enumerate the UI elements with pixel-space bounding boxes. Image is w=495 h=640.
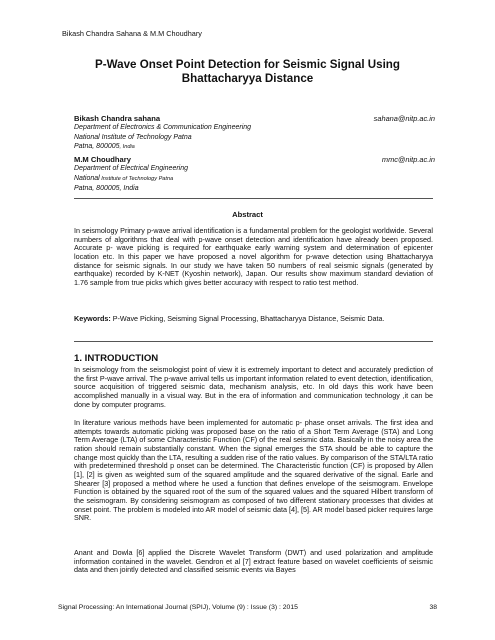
author-email[interactable]: sahana@nitp.ac.in bbox=[373, 114, 435, 123]
author-department: Department of Electronics & Communication Engineering bbox=[74, 124, 252, 132]
institute-main: National bbox=[74, 174, 100, 182]
keywords-label: Keywords: bbox=[74, 314, 111, 323]
title-line-1: P-Wave Onset Point Detection for Seismic Signal Using bbox=[95, 58, 400, 71]
author-institute bbox=[74, 174, 435, 184]
title-line-2: Bhattacharyya Distance bbox=[181, 72, 314, 85]
page-footer bbox=[58, 604, 437, 611]
keywords bbox=[74, 315, 433, 324]
author-name: M.M Choudhary bbox=[74, 155, 131, 164]
author-block-1 bbox=[74, 114, 435, 153]
author-name: Bikash Chandra sahana bbox=[74, 114, 161, 123]
author-institute: National Institute of Technology Patna bbox=[74, 133, 192, 141]
author-address bbox=[74, 142, 435, 152]
intro-paragraph-2: In literature various methods have been implemented for automatic p- phase onset arrivals. The first idea and attempts towards automatic picking was proposed base on the ratio of a Short Term Average (STA) and Long Term Average (LTA) of some Characteristic Function (CF) of the real seismic data. Basically in the noisy area the ration should remain substantially constant. When the signal emerges the STA should be able to capture the change most quickly than the LTA, resulting a sudden rise of the ratio values. By comparison of the STA/LTA ratio with predetermined threshold p onset can be determined. The Characteristic function (CF) is proposed by Allen [1], [2] is given as weighted sum of the squared amplitude and the squared derivative of the signal. Earle and Shearer [3] proposed a method where he used a function that defines envelope of the seismogram. Envelope Function is obtained by the squared root of the sum of the squared values and the squared Hilbert transform of the seismogram. By considering seismogram as composed of two different stationary processes that divides at onset point. The problem is modeled into AR model of seismic data [4], [5]. AR model based picker requires large SNR. bbox=[74, 418, 433, 523]
divider-bottom bbox=[74, 341, 433, 342]
section-heading: 1. INTRODUCTION bbox=[74, 353, 159, 364]
address-main: Patna, 800005 bbox=[74, 143, 120, 151]
paper-title bbox=[60, 58, 435, 86]
abstract-text: In seismology Primary p-wave arrival identification is a fundamental problem for the geologist worldwide. Several numbers of algorithms that deal with p-wave onset detection and identification have already been proposed. Accurate p- wave picking is required for earthquake early warning system and determination of epicenter location etc. In this paper we have proposed a novel algorithm for p-wave detection using Bhattacharyya distance for seismic signals. In our study we have taken 50 numbers of real seismic signals (generated by earthquake) recorded by K-NET (Kyoshin network), Japan. Our results show maximum standard deviation of 1.76 sample from true picks which gives better accuracy with respect to ratio test method. bbox=[74, 226, 433, 287]
abstract-heading: Abstract bbox=[232, 210, 263, 219]
intro-paragraph-1: In seismology from the seismologist point of view it is extremely important to detect and accurately prediction of the first P-wave arrival. The p-wave arrival tells us important information related to event detection, identification, source acquisition of triggered seismic data, mechanism analysis, etc. In old days this work have been accomplished manually in a visual way. But in the era of information and communication technology ,it can be done by computer programs. bbox=[74, 365, 433, 409]
address-country: , India bbox=[119, 144, 135, 151]
keywords-text: P-Wave Picking, Seisming Signal Processing, Bhattacharyya Distance, Seismic Data. bbox=[110, 314, 385, 323]
author-address: Patna, 800005, India bbox=[74, 185, 139, 193]
journal-info: Signal Processing: An International Journal (SPIJ), Volume (9) : Issue (3) : 2015 bbox=[58, 604, 298, 611]
author-department: Department of Electrical Engineering bbox=[74, 165, 189, 173]
divider-top bbox=[74, 198, 433, 199]
author-block-2 bbox=[74, 155, 435, 194]
institute-rest: Institute of Technology Patna bbox=[99, 175, 174, 182]
page-number: 38 bbox=[429, 604, 437, 611]
running-head: Bikash Chandra Sahana & M.M Choudhary bbox=[62, 29, 202, 38]
author-email[interactable]: mmc@nitp.ac.in bbox=[381, 155, 435, 164]
intro-paragraph-3: Anant and Dowla [6] applied the Discrete Wavelet Transform (DWT) and used polarization and amplitude information contained in the wavelet. Gendron et al [7] extract feature based on wavelet coefficients of seismic data and then jointly detected and classified seismic events via Bayes bbox=[74, 548, 433, 575]
